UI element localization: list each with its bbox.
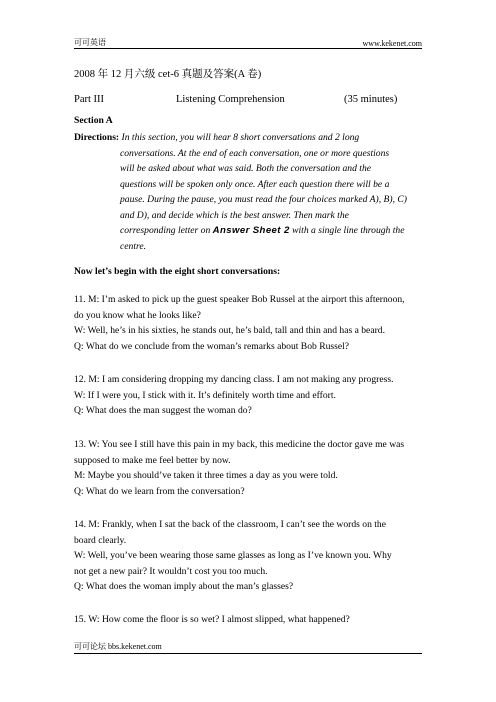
document-title: 2008 年 12 月六级 cet-6 真题及答案(A 卷) [74,69,262,80]
header-rule [74,48,422,49]
conversation-12 [74,372,434,419]
conversation-line: M: Maybe you should’ve taken it three times a day as you were told. [74,470,338,481]
conversation-line: 13. W: You see I still have this pain in my back, this medicine the doctor gave me was [74,439,405,450]
conversation-line: Q: What does the woman imply about the man’s glasses? [74,581,294,592]
conversation-line: Q: What do we learn from the conversation? [74,485,245,497]
directions [74,130,436,254]
conversation-line: supposed to make me feel better by now. [74,454,231,466]
directions-line: will be asked about what was said. Both the conversation and the [120,163,372,174]
conversation-line: 14. M: Frankly, when I sat the back of the classroom, I can’t see the words on the [74,519,386,530]
page-header [74,36,422,48]
directions-post-answer: with a single line through the [289,225,405,236]
conversation-line: Q: What does the man suggest the woman do? [74,405,252,416]
answer-sheet-label: Answer Sheet 2 [212,225,290,236]
conversation-line: 15. W: How come the floor is so wet? I almost slipped, what happened? [74,614,350,625]
conversation-line: W: Well, he’s in his sixties, he stands out, he’s bald, tall and thin and has a beard. [74,325,385,336]
directions-line: conversations. At the end of each conversation, one or more questions [120,147,390,159]
conversation-15 [74,612,434,628]
section-heading: Section A [74,115,113,126]
directions-answer-line [74,223,436,239]
part-section-title: Listening Comprehension [176,94,285,105]
footer-rule [74,653,422,654]
conversation-line: not get a new pair? It wouldn’t cost you too much. [74,565,268,577]
conversation-11 [74,292,434,354]
page-footer: 可可论坛 bbs.kekenet.com [74,642,162,651]
header-site-name: 可可英语 [74,38,106,47]
directions-line: and D), and decide which is the best answer. Then mark the [120,209,349,221]
directions-line: questions will be spoken only once. After each question there will be a [120,178,390,190]
part-heading [74,94,430,105]
conversation-line: do you know what he looks like? [74,309,201,321]
directions-line: centre. [120,240,147,252]
directions-line: pause. During the pause, you must read the four choices marked A), B), C) [120,194,407,205]
directions-pre-answer: corresponding letter on [120,225,213,236]
part-time: (35 minutes) [344,94,398,105]
header-url: www.kekenet.com [362,39,422,48]
directions-line: In this section, you will hear 8 short conversations and 2 long [121,132,360,143]
conversation-line: 11. M: I’m asked to pick up the guest speaker Bob Russel at the airport this afternoon, [74,294,405,305]
conversation-line: 12. M: I am considering dropping my dancing class. I am not making any progress. [74,374,394,385]
directions-label: Directions: [74,132,120,143]
conversation-line: W: If I were you, I stick with it. It’s definitely worth time and effort. [74,389,336,401]
conversation-line: board clearly. [74,534,127,546]
conversations-intro: Now let’s begin with the eight short conversations: [74,266,281,277]
conversation-13 [74,437,434,499]
conversation-line: Q: What do we conclude from the woman’s remarks about Bob Russel? [74,340,350,352]
conversation-14 [74,517,434,595]
part-name: Part III [74,94,105,105]
conversation-line: W: Well, you’ve been wearing those same glasses as long as I’ve known you. Why [74,550,392,561]
